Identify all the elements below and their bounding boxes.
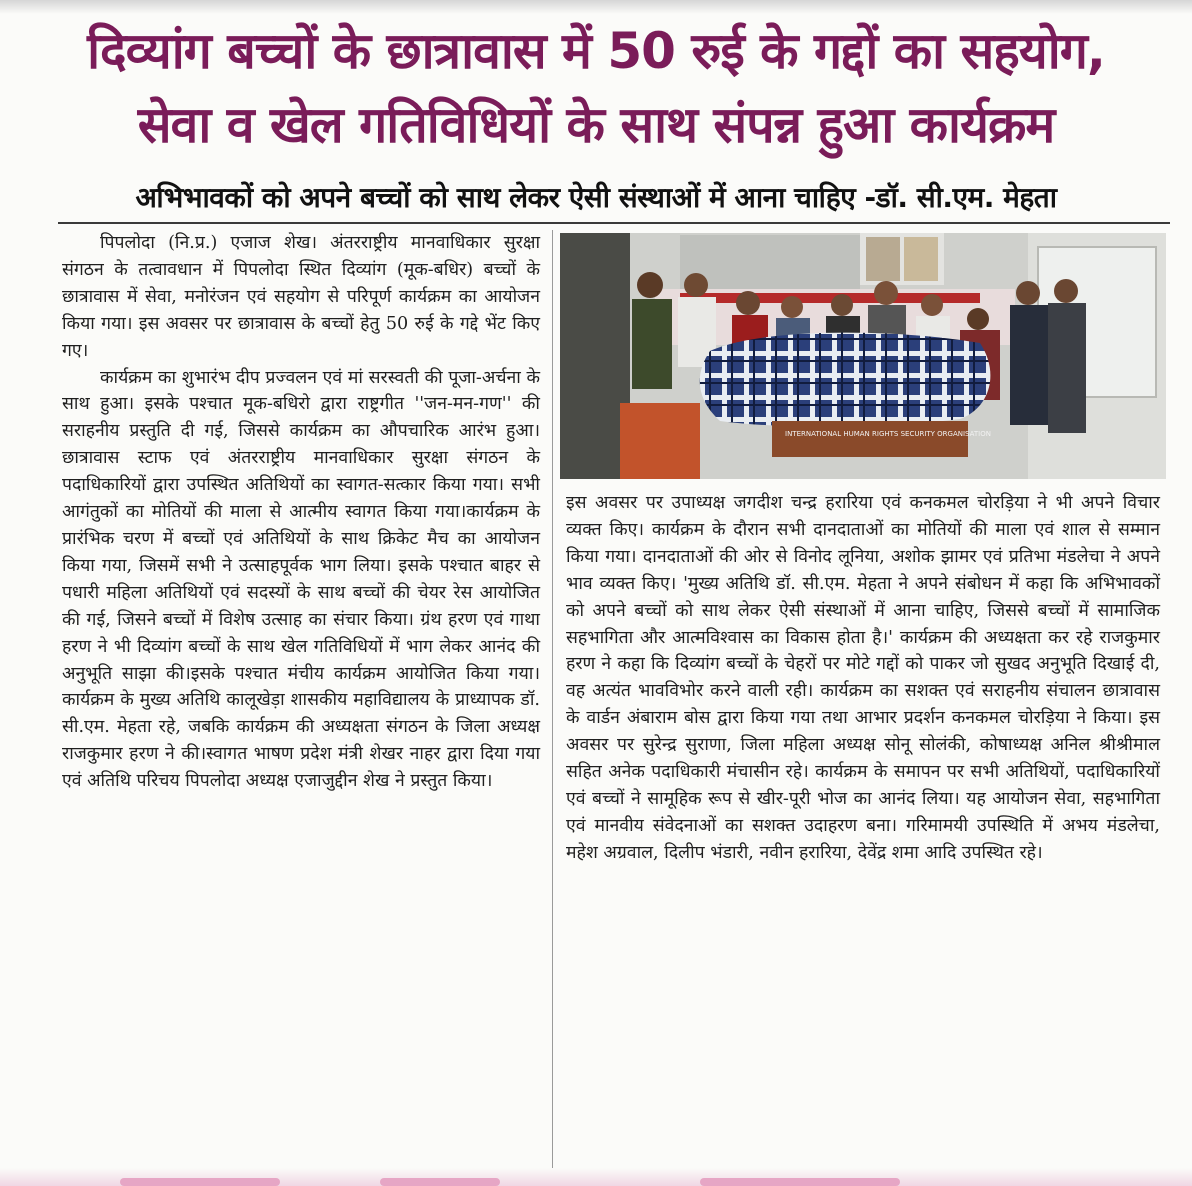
- article-column-2: [566, 490, 1160, 867]
- headline-line-2: सेवा व खेल गतिविधियों के साथ संपन्न हुआ कार्यक्रम: [137, 96, 1055, 154]
- article-paragraph-1: पिपलोदा (नि.प्र.) एजाज शेख। अंतरराष्ट्रीय मानवाधिकार सुरक्षा संगठन के तत्वावधान में पिपलोदा स्थित दिव्यांग (मूक-बधिर) बच्चों के छात्रावास में सेवा, मनोरंजन एवं सहयोग से परिपूर्ण कार्यक्रम का आयोजन किया गया। इस अवसर पर छात्रावास के बच्चों हेतु 50 रुई के गद्दे भेंट किए गए।: [62, 233, 540, 361]
- article-paragraph-3: इस अवसर पर उपाध्यक्ष जगदीश चन्द्र हरारिया एवं कनकमल चोरड़िया ने भी अपने विचार व्यक्त किए। कार्यक्रम के दौरान सभी दानदाताओं का मोतियों की माला एवं शाल से सम्मान किया गया। दानदाताओं की ओर से विनोद लूनिया, अशोक झामर एवं प्रतिभा मंडलेचा ने अपने भाव व्यक्त किए। 'मुख्य अतिथि डॉ. सी.एम. मेहता ने अपने संबोधन में कहा कि अभिभावकों को अपने बच्चों को साथ लेकर ऐसी संस्थाओं में आना चाहिए, जिससे बच्चों में सामाजिक सहभागिता और आत्मविश्वास का विकास होता है।' कार्यक्रम की अध्यक्षता कर रहे राजकुमार हरण ने कहा कि दिव्यांग बच्चों के चेहरों पर मोटे गद्दों को पाकर जो सुखद अनुभूति दिखाई दी, वह अत्यंत भावविभोर करने वाली रही। कार्यक्रम का सशक्त एवं सराहनीय संचालन छात्रावास के वार्डन अंबाराम बोस द्वारा किया गया तथा आभार प्रदर्शन कनकमल चोरड़िया ने किया। इस अवसर पर सुरेन्द्र सुराणा, जिला महिला अध्यक्ष सोनू सोलंकी, कोषाध्यक्ष अनिल श्रीश्रीमाल सहित अनेक पदाधिकारी मंचासीन रहे। कार्यक्रम के समापन पर सभी अतिथियों, पदाधिकारियों एवं बच्चों ने सामूहिक रूप से खीर-पूरी भोज का आनंद लिया। यह आयोजन सेवा, सहभागिता एवं मानवीय संवेदनाओं का सशक्त उदाहरण बना। गरिमामयी उपस्थिति में अभय मंडलेचा, महेश अग्रवाल, दिलीप भंडारी, नवीन हरारिया, देवेंद्र शमा आदि उपस्थित रहे।: [566, 493, 1160, 863]
- column-divider: [552, 230, 553, 1175]
- article-paragraph-2: कार्यक्रम का शुभारंभ दीप प्रज्वलन एवं मां सरस्वती की पूजा-अर्चना के साथ हुआ। इसके पश्चात मूक-बधिरो द्वारा राष्ट्रगीत ''जन-मन-गण'' की सराहनीय प्रस्तुति दी गई, जिससे कार्यक्रम का औपचारिक आरंभ हुआ।छात्रावास स्टाफ एवं अंतरराष्ट्रीय मानवाधिकार सुरक्षा संगठन के पदाधिकारियों द्वारा उपस्थित अतिथियों का स्वागत-सत्कार किया गया। सभी आगंतुकों का मोतियों की माला से आत्मीय स्वागत किया गया।कार्यक्रम के प्रारंभिक चरण में बच्चों एवं अतिथियों के साथ क्रिकेट मैच का आयोजन किया गया, जिसमें सभी ने उत्साहपूर्वक भाग लिया। इसके पश्चात बाहर से पधारी महिला अतिथियों एवं सदस्यों के साथ बच्चों की चेयर रेस आयोजित की गई, जिसने बच्चों में विशेष उत्साह का संचार किया। ग्रंथ हरण एवं गाथा हरण ने भी दिव्यांग बच्चों के साथ खेल गतिविधियों में भाग लेकर आनंद की अनुभूति साझा की।इसके पश्चात मंचीय कार्यक्रम आयोजित किया गया। कार्यक्रम के मुख्य अतिथि कालूखेड़ा शासकीय महाविद्यालय के प्राध्यापक डॉ. सी.एम. मेहता रहे, जबकि कार्यक्रम की अध्यक्षता संगठन के जिला अध्यक्ष राजकुमार हरण ने की।स्वागत भाषण प्रदेश मंत्री शेखर नाहर द्वारा दिया गया एवं अतिथि परिचय पिपलोदा अध्यक्ष एजाजुद्दीन शेख ने प्रस्तुत किया।: [62, 367, 540, 792]
- cropped-top-edge: [0, 0, 1192, 14]
- event-photo-illustration: [560, 233, 1166, 479]
- article-column-1: [62, 230, 540, 795]
- header-divider: [58, 222, 1170, 224]
- subheadline: अभिभावकों को अपने बच्चों को साथ लेकर ऐसी संस्थाओं में आना चाहिए -डॉ. सी.एम. मेहता: [135, 181, 1057, 214]
- photo-banner-text: INTERNATIONAL HUMAN RIGHTS SECURITY ORGANISATION: [785, 430, 991, 438]
- event-photo: [560, 233, 1166, 479]
- next-article-bleed: [0, 1168, 1192, 1186]
- headline-line-1: दिव्यांग बच्चों के छात्रावास में 50 रुई के गद्दों का सहयोग,: [87, 22, 1105, 80]
